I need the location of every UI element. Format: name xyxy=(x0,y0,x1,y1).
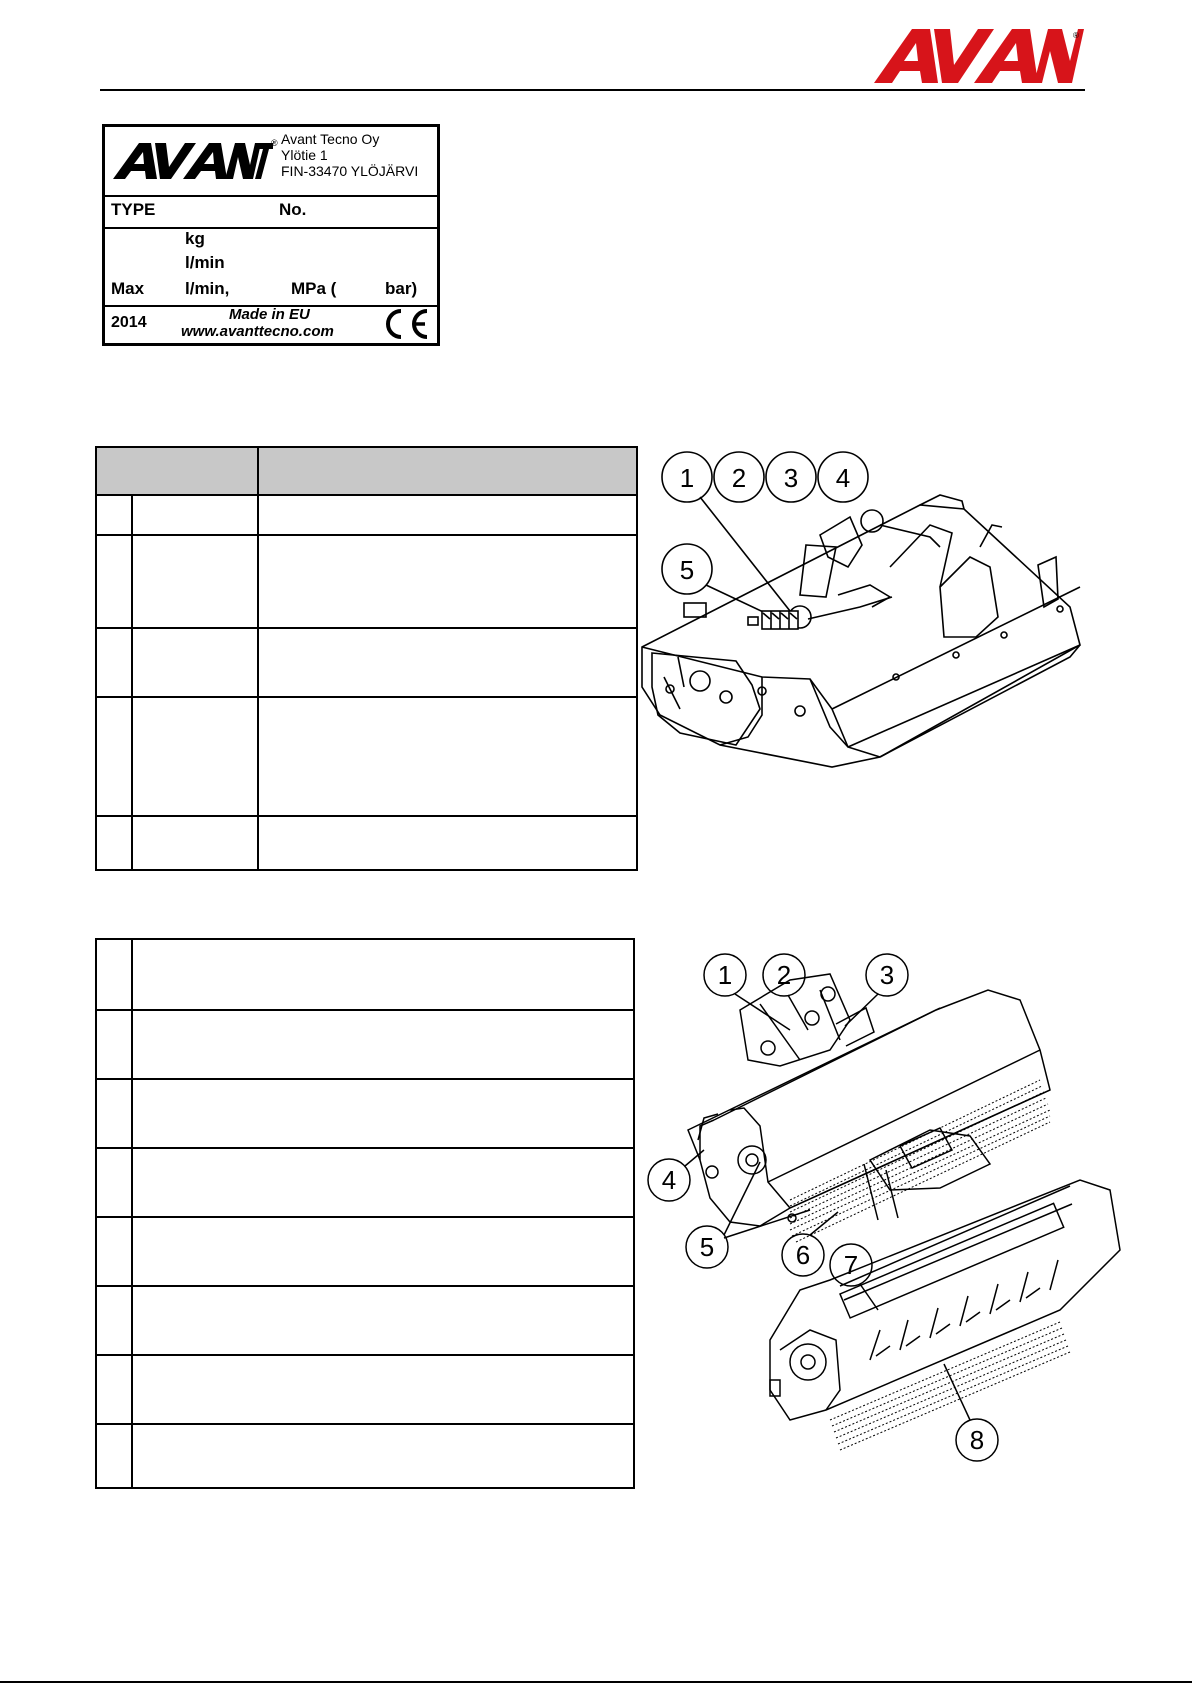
table-row xyxy=(97,1078,633,1149)
company-street: Ylötie 1 xyxy=(281,147,328,163)
callout-8 xyxy=(956,1419,998,1461)
nameplate-specs-row xyxy=(105,227,437,307)
svg-text:2: 2 xyxy=(731,463,747,493)
svg-text:1: 1 xyxy=(679,463,695,493)
made-in-label: Made in EU xyxy=(229,306,310,323)
nameplate-registered-mark: ® xyxy=(271,138,278,148)
svg-text:4: 4 xyxy=(661,1165,677,1195)
table-row xyxy=(97,1285,633,1356)
website-label: www.avanttecno.com xyxy=(181,323,334,340)
nameplate-company-row xyxy=(105,127,437,197)
decals-table xyxy=(95,446,638,874)
svg-text:3: 3 xyxy=(879,960,895,990)
unit-bar: bar) xyxy=(385,279,418,298)
table-row xyxy=(95,698,638,817)
company-city: FIN-33470 YLÖJÄRVI xyxy=(281,163,419,179)
svg-text:5: 5 xyxy=(679,555,695,585)
callout-2 xyxy=(763,954,805,996)
table-row xyxy=(95,817,638,871)
max-label: Max xyxy=(111,279,145,298)
header-divider xyxy=(100,89,1085,91)
table-row xyxy=(97,1423,633,1492)
table-row xyxy=(97,1009,633,1080)
type-label: TYPE xyxy=(111,200,156,219)
svg-text:6: 6 xyxy=(795,1240,811,1270)
callout-5 xyxy=(662,544,712,594)
table-row xyxy=(97,940,633,1011)
product-nameplate xyxy=(102,124,440,346)
manufacture-year: 2014 xyxy=(111,314,147,331)
unit-max-flow: l/min, xyxy=(185,279,230,298)
avant-logo-black xyxy=(113,141,273,181)
avant-logo-red xyxy=(874,27,1084,85)
svg-text:7: 7 xyxy=(843,1250,859,1280)
callout-6 xyxy=(782,1234,824,1276)
unit-kg: kg xyxy=(185,229,205,248)
ce-mark-icon xyxy=(377,307,431,341)
table-row xyxy=(95,629,638,698)
svg-text:1: 1 xyxy=(717,960,733,990)
svg-text:3: 3 xyxy=(783,463,799,493)
svg-text:4: 4 xyxy=(835,463,851,493)
callout-1 xyxy=(704,954,746,996)
callout-1 xyxy=(662,452,712,502)
callout-4 xyxy=(818,452,868,502)
registered-mark: ® xyxy=(1073,31,1079,40)
table-row xyxy=(97,1216,633,1287)
table-row xyxy=(95,536,638,629)
svg-text:5: 5 xyxy=(699,1232,715,1262)
nameplate-footer-row xyxy=(105,305,437,343)
company-name: Avant Tecno Oy xyxy=(281,131,380,147)
unit-flow: l/min xyxy=(185,253,225,272)
svg-text:2: 2 xyxy=(776,960,792,990)
decals-table-header xyxy=(95,446,638,496)
callout-3 xyxy=(766,452,816,502)
svg-text:8: 8 xyxy=(969,1425,985,1455)
callout-4 xyxy=(648,1159,690,1201)
main-parts-table xyxy=(95,938,635,1489)
table-row xyxy=(97,1147,633,1218)
table-row xyxy=(95,496,638,536)
callout-2 xyxy=(714,452,764,502)
decal-location-figure xyxy=(640,447,1090,782)
nameplate-type-row xyxy=(105,195,437,229)
main-parts-figure xyxy=(640,950,1130,1480)
callout-5 xyxy=(686,1226,728,1268)
callout-3 xyxy=(866,954,908,996)
serial-no-label: No. xyxy=(279,200,307,219)
footer-divider xyxy=(0,1681,1192,1683)
unit-mpa: MPa ( xyxy=(291,279,337,298)
table-row xyxy=(97,1354,633,1425)
